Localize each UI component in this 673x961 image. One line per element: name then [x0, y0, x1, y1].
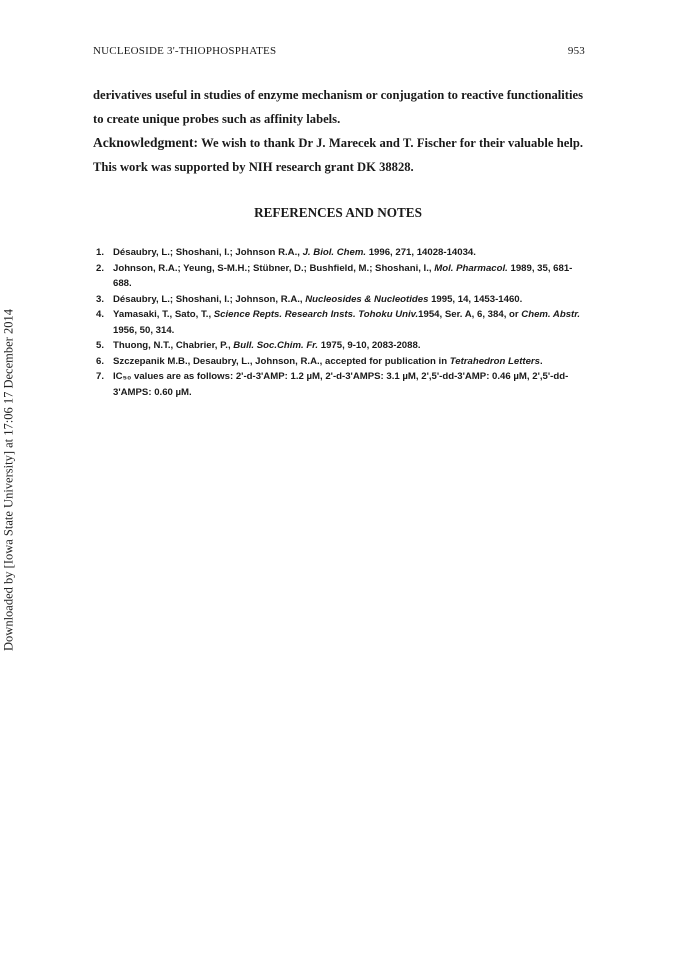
body-paragraph: derivatives useful in studies of enzyme mechanism or conjugation to reactive functionalities to create unique probes such as affinity labels. — [93, 88, 583, 126]
reference-details: 1975, 9-10, 2083-2088. — [318, 340, 421, 351]
reference-details: 1989, 35, 681-688. — [113, 262, 573, 289]
acknowledgment-label: Acknowledgment: — [93, 135, 198, 150]
reference-journal: Nucleosides & Nucleotides — [305, 293, 429, 305]
reference-journal: Tetrahedron Letters — [449, 355, 541, 367]
reference-details-secondary: 1956, 50, 314. — [113, 324, 175, 336]
reference-item — [93, 338, 585, 354]
reference-number: 7. — [96, 371, 105, 382]
reference-number: 6. — [96, 355, 105, 367]
reference-authors: Thuong, N.T., Chabrier, P., — [113, 340, 234, 351]
acknowledgment-text: We wish to thank Dr J. Marecek and T. Fischer for their valuable help. This work was supported by NIH research grant DK 38828. — [93, 136, 583, 174]
download-watermark — [0, 0, 18, 961]
reference-details: 1954, Ser. A, 6, 384, or — [418, 309, 522, 320]
download-note-text: Downloaded by [Iowa State University] at 17:06 17 December 2014 — [1, 309, 16, 651]
reference-authors: Désaubry, L.; Shoshani, I.; Johnson, R.A., — [113, 293, 306, 305]
reference-journal: J. Biol. Chem. — [302, 247, 367, 258]
reference-journal: Science Repts. Research Insts. Tohoku Univ. — [213, 309, 419, 320]
body-text — [93, 84, 583, 179]
reference-journal: Bull. Soc.Chim. Fr. — [233, 340, 319, 351]
reference-item — [93, 307, 585, 338]
reference-details: 1996, 271, 14028-14034. — [366, 247, 476, 258]
reference-journal-secondary: Chem. Abstr. — [521, 309, 581, 320]
reference-number: 1. — [96, 247, 105, 258]
reference-number: 2. — [96, 262, 105, 274]
reference-item — [93, 354, 585, 370]
reference-details: 1995, 14, 1453-1460. — [428, 293, 523, 305]
reference-authors: Johnson, R.A.; Yeung, S-M.H.; Stübner, D.; Bushfield, M.; Shoshani, I., — [113, 262, 435, 274]
page-number: 953 — [567, 45, 585, 57]
reference-authors: Yamasaki, T., Sato, T., — [113, 309, 214, 320]
reference-item — [93, 292, 585, 308]
reference-item — [93, 261, 585, 292]
reference-authors: Szczepanik M.B., Desaubry, L., Johnson, R.A., accepted for publication in — [113, 355, 450, 367]
reference-number: 5. — [96, 340, 105, 351]
reference-authors: Désaubry, L.; Shoshani, I.; Johnson R.A., — [113, 247, 303, 258]
reference-note-text: IC₅₀ values are as follows: 2'-d-3'AMP: 1.2 µM, 2'-d-3'AMPS: 3.1 µM, 2',5'-dd-3'AMP: 0.46 µM, 2',5'-dd-3'AMPS: 0.60 µM. — [113, 371, 569, 398]
acknowledgment-paragraph — [93, 131, 583, 179]
references-heading: REFERENCES AND NOTES — [254, 205, 422, 220]
reference-item — [93, 245, 585, 261]
reference-number: 3. — [96, 293, 105, 305]
reference-details: . — [540, 355, 543, 367]
reference-item — [93, 369, 585, 400]
references-list — [93, 245, 585, 400]
running-title: NUCLEOSIDE 3'-THIOPHOSPHATES — [93, 45, 277, 57]
reference-number: 4. — [96, 309, 105, 320]
reference-journal: Mol. Pharmacol. — [434, 262, 508, 274]
